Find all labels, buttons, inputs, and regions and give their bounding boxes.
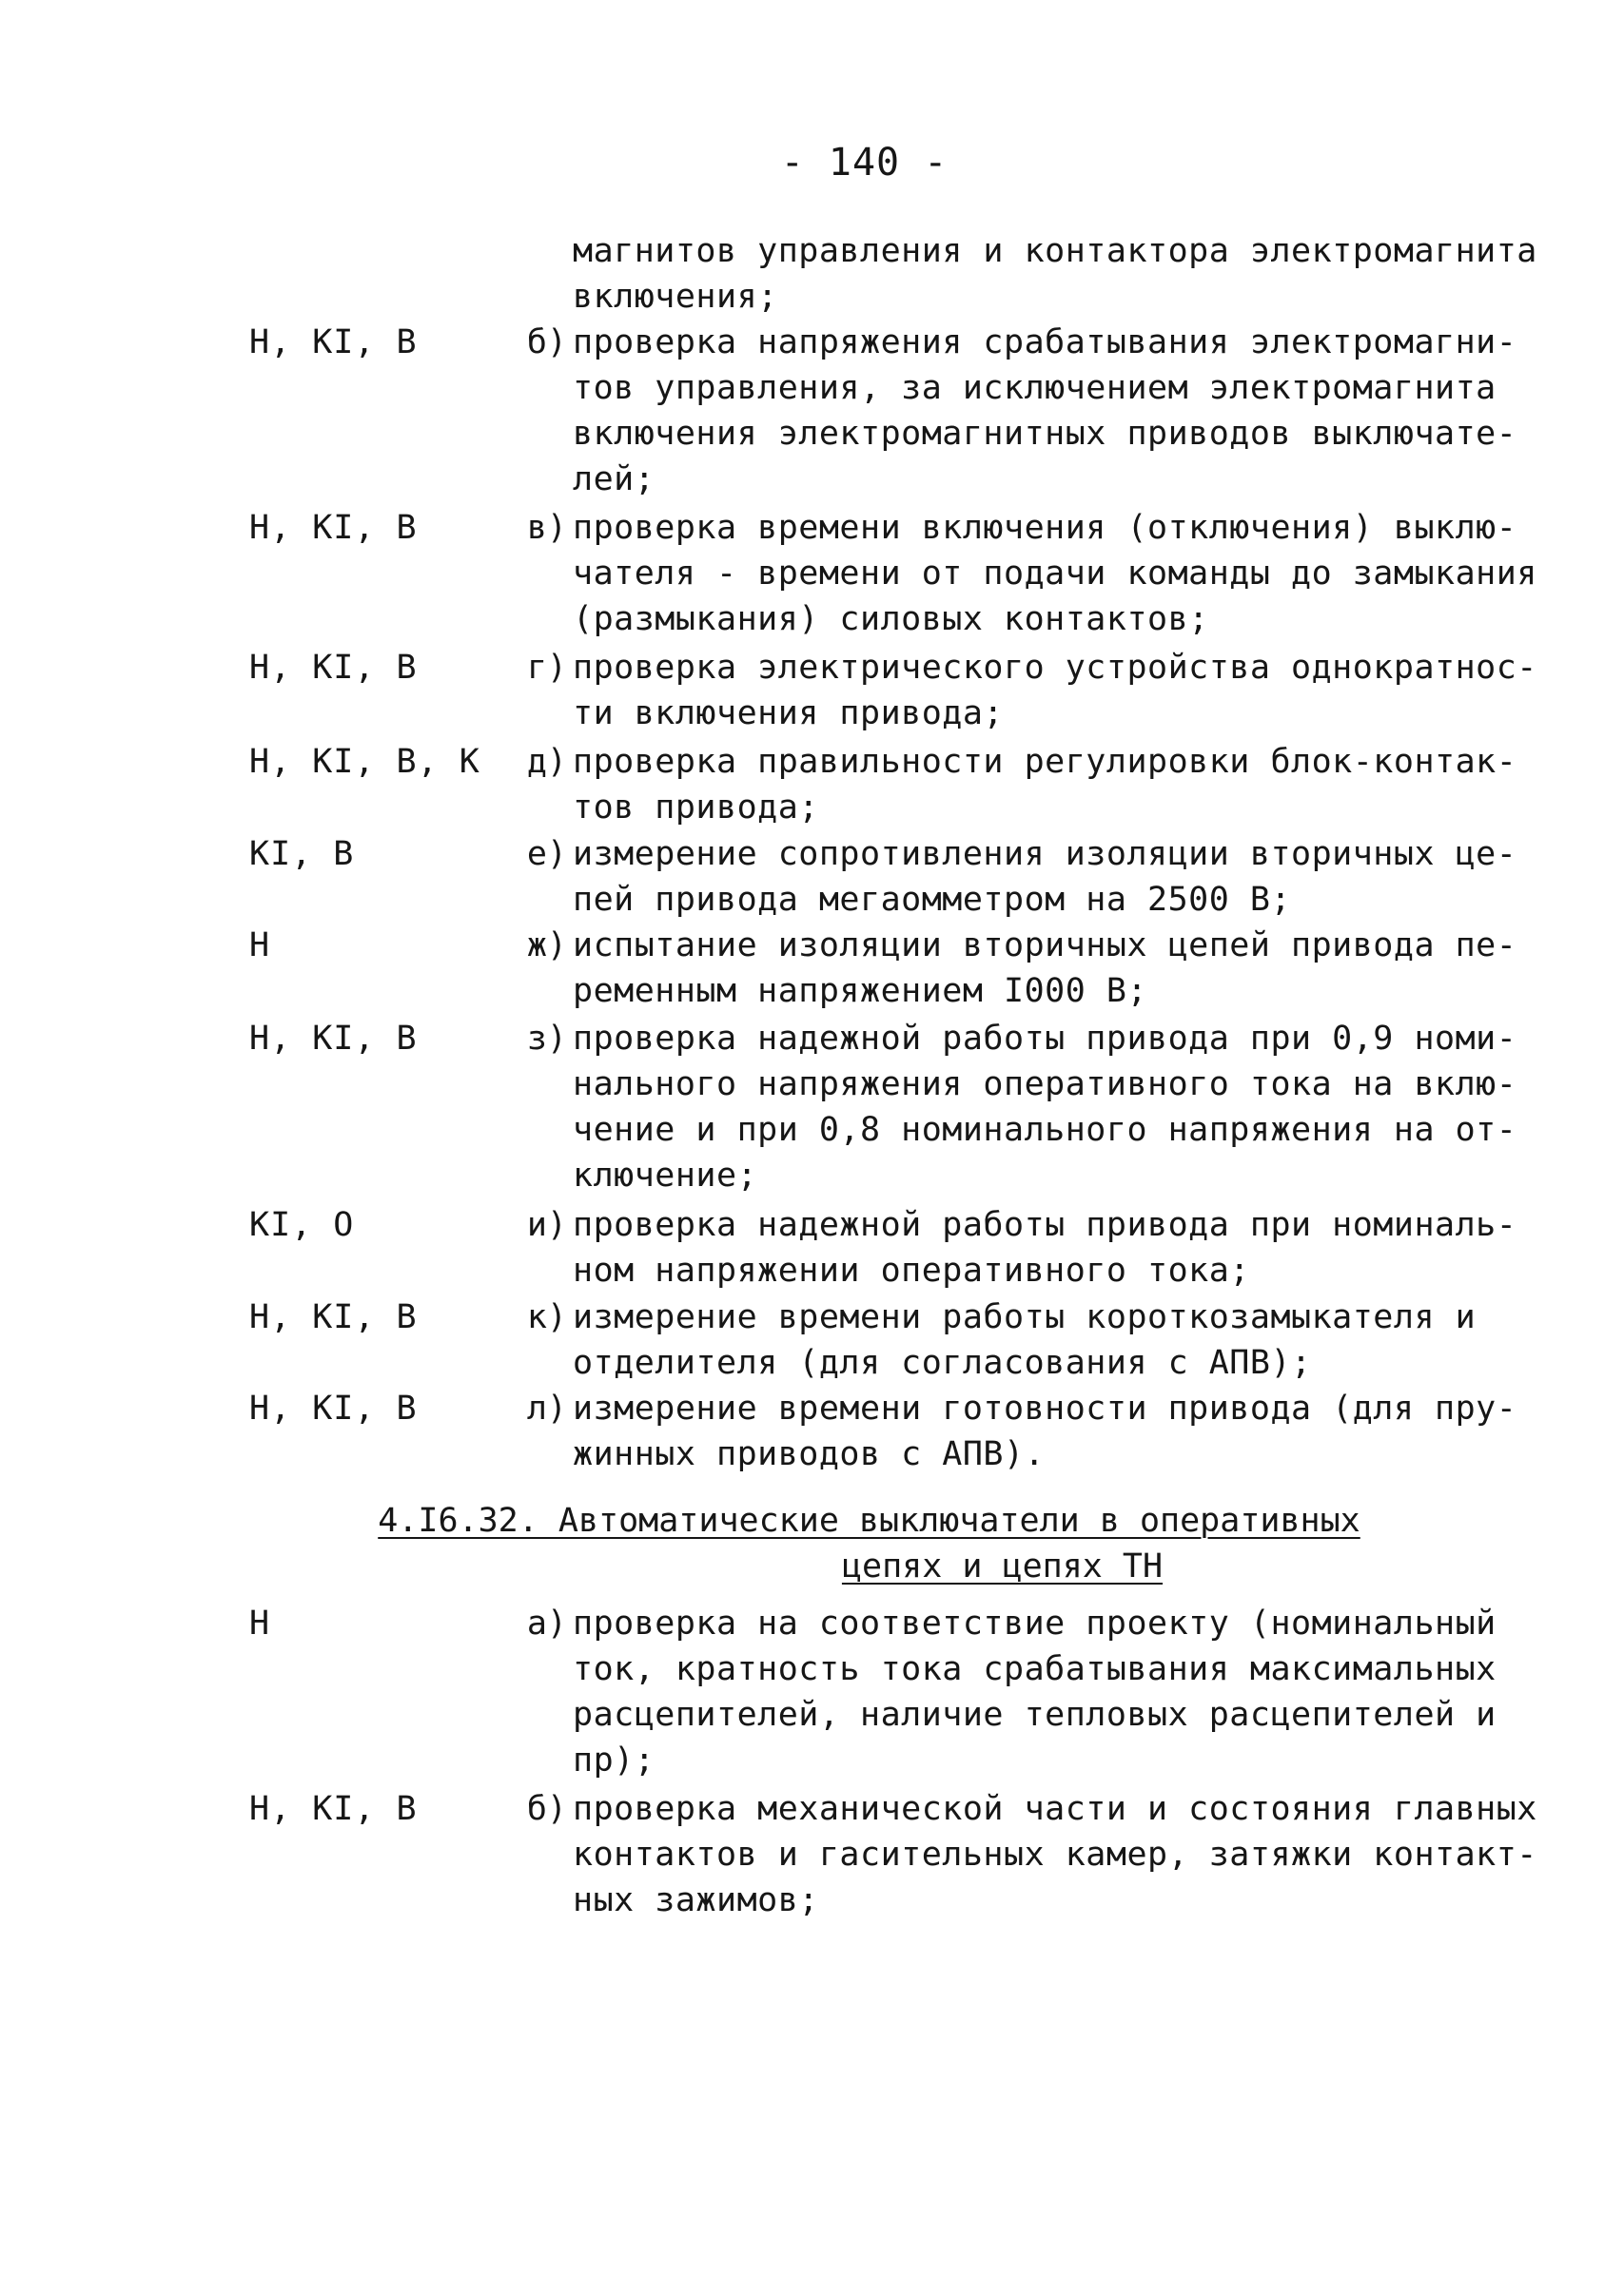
item-letter: з) xyxy=(526,1020,567,1058)
text-line: ти включения привода; xyxy=(573,694,1005,732)
item-codes: Н xyxy=(249,926,271,964)
section-heading-line xyxy=(0,1498,1624,1544)
item-letter: б) xyxy=(526,1790,567,1828)
page-number: - 140 - xyxy=(780,141,949,185)
item-codes: Н, КI, В xyxy=(249,649,418,687)
text-line: проверка надежной работы привода при номиналь- xyxy=(573,1206,1517,1244)
text-line: (размыкания) силовых контактов; xyxy=(573,600,1209,638)
item-codes: КI, О xyxy=(249,1206,355,1244)
text-line: испытание изоляции вторичных цепей привода пе- xyxy=(573,926,1517,964)
item-codes: Н xyxy=(249,1605,271,1643)
item-codes: Н, КI, В xyxy=(249,509,418,547)
item-text xyxy=(573,923,1517,1014)
item-text xyxy=(573,831,1517,923)
item-letter: д) xyxy=(526,743,567,781)
text-line: проверка напряжения срабатывания электромагни- xyxy=(573,323,1517,361)
text-line: измерение времени работы короткозамыкателя и xyxy=(573,1298,1477,1336)
item-codes: Н, КI, В xyxy=(249,1390,418,1428)
item-letter: г) xyxy=(526,649,567,687)
item-codes: КI, В xyxy=(249,835,355,873)
text-line: чение и при 0,8 номинального напряжения на от- xyxy=(573,1111,1517,1149)
text-line: ток, кратность тока срабатывания максимальных xyxy=(573,1650,1497,1688)
text-line: контактов и гасительных камер, затяжки контакт- xyxy=(573,1836,1537,1874)
item-letter: а) xyxy=(526,1605,567,1643)
text-line: пр); xyxy=(573,1741,655,1780)
item-codes: Н, КI, В xyxy=(249,1298,418,1336)
text-line: ременным напряжением I000 В; xyxy=(573,972,1148,1010)
item-letter: е) xyxy=(526,835,567,873)
item-codes: Н, КI, В xyxy=(249,1020,418,1058)
text-line: расцепителей, наличие тепловых расцепителей и xyxy=(573,1696,1497,1734)
item-letter: ж) xyxy=(526,926,567,964)
item-text xyxy=(573,1294,1486,1386)
text-line: жинных приводов с АПВ). xyxy=(573,1435,1046,1473)
text-line: измерение сопротивления изоляции вторичных це- xyxy=(573,835,1517,873)
text-line: чателя - времени от подачи команды до замыкания xyxy=(573,555,1537,593)
text-line: включения электромагнитных приводов выключате- xyxy=(573,415,1517,453)
text-line: проверка надежной работы привода при 0,9 номи- xyxy=(573,1020,1517,1058)
text-line: ных зажимов; xyxy=(573,1881,819,1919)
text-line: тов привода; xyxy=(573,788,819,827)
text-line: ключение; xyxy=(573,1157,758,1195)
item-codes: Н, КI, В xyxy=(249,323,418,361)
item-letter: б) xyxy=(526,323,567,361)
item-text xyxy=(573,1601,1497,1783)
text-line: нального напряжения оперативного тока на вклю- xyxy=(573,1065,1517,1103)
text-line: измерение времени готовности привода (для пру- xyxy=(573,1390,1517,1428)
item-letter: в) xyxy=(526,509,567,547)
section-heading xyxy=(0,1498,1624,1589)
item-text xyxy=(573,320,1517,502)
text-line: лей; xyxy=(573,460,655,498)
item-text xyxy=(573,228,1537,320)
section-heading-text: цепях и цепях ТН xyxy=(841,1547,1164,1586)
text-line: проверка на соответствие проекту (номинальный xyxy=(573,1605,1497,1643)
text-line: ном напряжении оперативного тока; xyxy=(573,1252,1250,1290)
text-line: пей привода мегаомметром на 2500 В; xyxy=(573,881,1292,919)
item-letter: л) xyxy=(526,1390,567,1428)
text-line: магнитов управления и контактора электромагнита xyxy=(573,232,1537,270)
text-line: тов управления, за исключением электромагнита xyxy=(573,369,1497,407)
section-heading-line xyxy=(0,1544,1624,1589)
item-text xyxy=(573,739,1517,830)
item-codes: Н, КI, В, К xyxy=(249,743,480,781)
text-line: проверка механической части и состояния главных xyxy=(573,1790,1537,1828)
text-line: проверка времени включения (отключения) выклю- xyxy=(573,509,1517,547)
item-text xyxy=(573,505,1537,642)
item-text xyxy=(573,645,1537,736)
item-letter: к) xyxy=(526,1298,567,1336)
item-text xyxy=(573,1786,1537,1923)
item-text xyxy=(573,1386,1517,1477)
item-text xyxy=(573,1016,1517,1198)
item-letter: и) xyxy=(526,1206,567,1244)
text-line: включения; xyxy=(573,278,778,316)
item-text xyxy=(573,1202,1517,1294)
section-heading-text: 4.I6.32. Автоматические выключатели в оперативных xyxy=(378,1502,1360,1540)
item-codes: Н, КI, В xyxy=(249,1790,418,1828)
text-line: проверка электрического устройства однократнос- xyxy=(573,649,1537,687)
text-line: проверка правильности регулировки блок-контак- xyxy=(573,743,1517,781)
text-line: отделителя (для согласования с АПВ); xyxy=(573,1344,1312,1382)
